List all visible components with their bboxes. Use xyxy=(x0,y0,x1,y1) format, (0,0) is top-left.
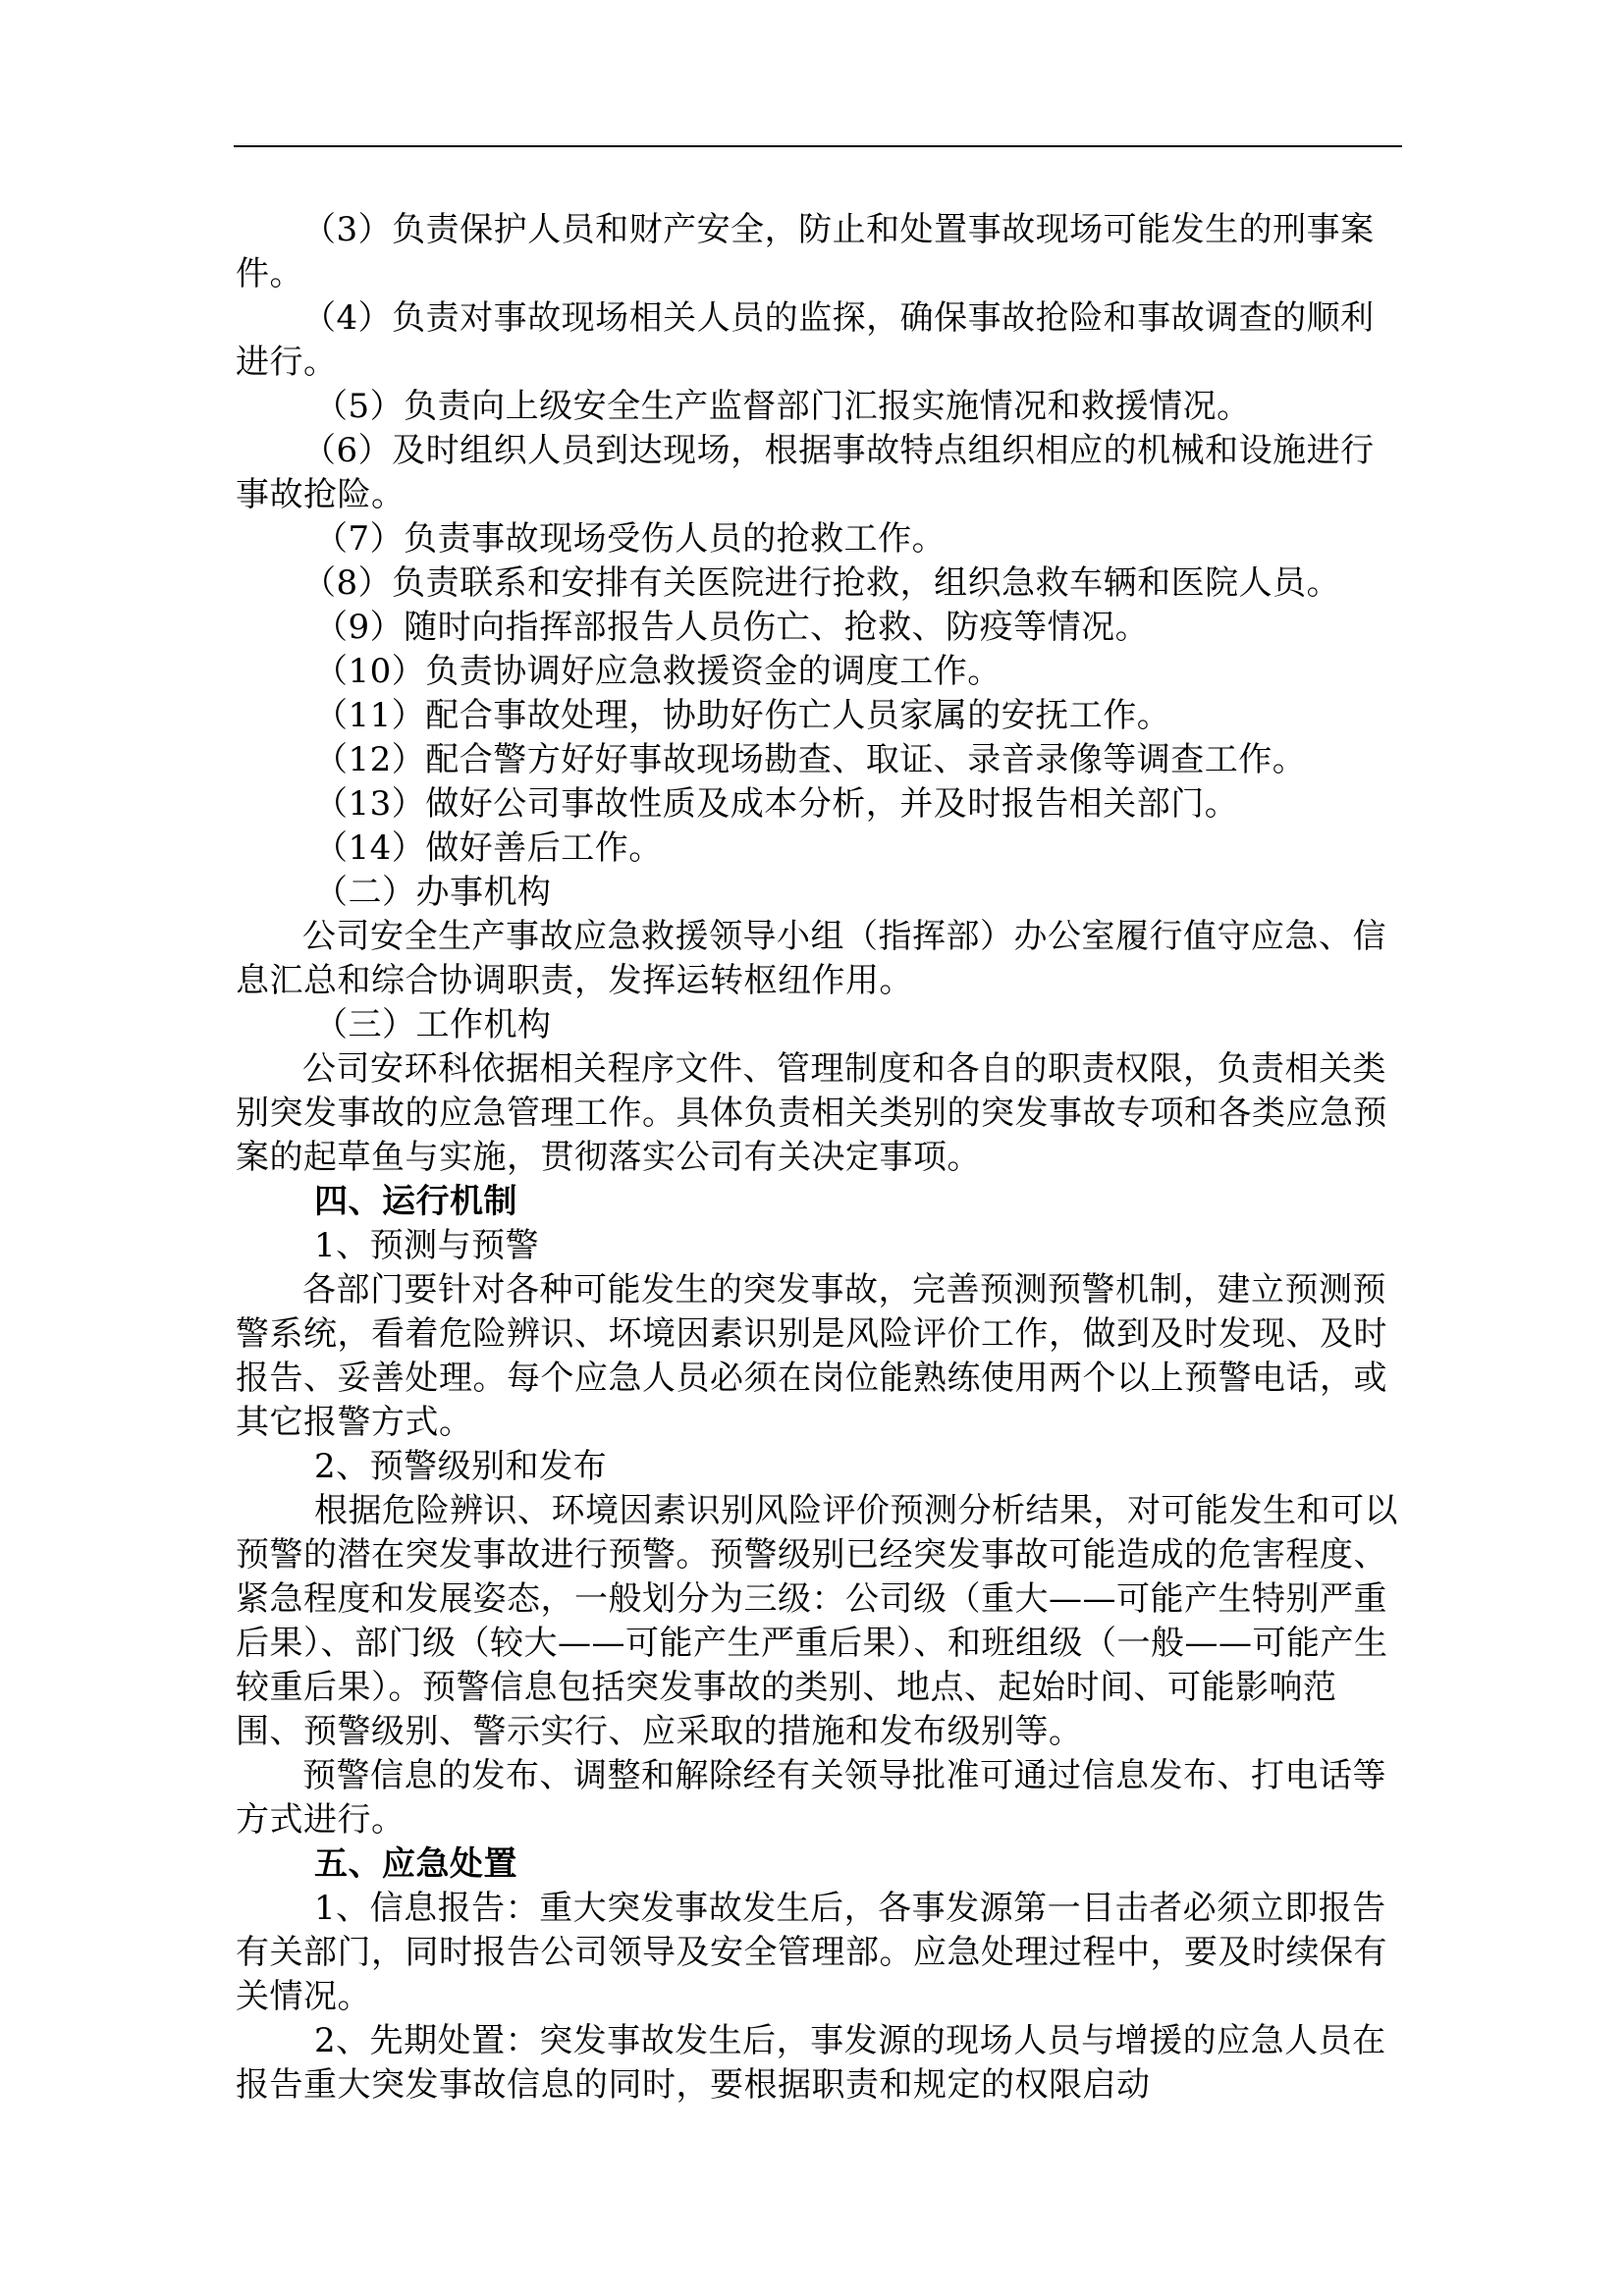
paragraph-item-11: （11）配合事故处理，协助好伤亡人员家属的安抚工作。 xyxy=(314,696,1171,735)
paragraph-item-14: （14）做好善后工作。 xyxy=(314,828,663,868)
paragraph-warning-release: 预警信息的发布、调整和解除经有关领导批准可通过信息发布、打电话等方式进行。 xyxy=(236,1756,1386,1840)
section-heading-operation: 四、运行机制 xyxy=(314,1182,517,1221)
paragraph-work-org-body: 公司安环科依据相关程序文件、管理制度和各自的职责权限，负责相关类别突发事故的应急管理工作。具体负责相关类别的突发事故专项和各类应急预案的起草鱼与实施，贯彻落实公司有关决定事项。 xyxy=(236,1049,1387,1177)
paragraph-item-12: （12）配合警方好好事故现场勘查、取证、录音录像等调查工作。 xyxy=(314,740,1307,779)
paragraph-item-8: （8）负责联系和安排有关医院进行抢救，组织急救车辆和医院人员。 xyxy=(302,563,1341,603)
paragraph-info-report: 1、信息报告：重大突发事故发生后，各事发源第一目击者必须立即报告有关部门，同时报告公司领导及安全管理部。应急处理过程中，要及时续保有关情况。 xyxy=(236,1889,1387,2016)
paragraph-item-9: （9）随时向指挥部报告人员伤亡、抢救、防疫等情况。 xyxy=(314,608,1150,647)
subheading-office: （二）办事机构 xyxy=(314,873,552,912)
subheading-work-org: （三）工作机构 xyxy=(314,1005,552,1044)
subheading-forecast: 1、预测与预警 xyxy=(314,1226,540,1265)
paragraph-item-5: （5）负责向上级安全生产监督部门汇报实施情况和救援情况。 xyxy=(314,387,1251,426)
paragraph-forecast-body: 各部门要针对各种可能发生的突发事故，完善预测预警机制，建立预测预警系统，看着危险辨识、坏境因素识别是风险评价工作，做到及时发现、及时报告、妥善处理。每个应急人员必须在岗位能熟练使用两个以上预警电话，或其它报警方式。 xyxy=(236,1270,1387,1442)
paragraph-item-10: （10）负责协调好应急救援资金的调度工作。 xyxy=(314,652,1001,691)
section-heading-emergency: 五、应急处置 xyxy=(314,1844,517,1884)
paragraph-item-6: （6）及时组织人员到达现场，根据事故特点组织相应的机械和设施进行事故抢险。 xyxy=(236,431,1375,514)
paragraph-item-3: （3）负责保护人员和财产安全，防止和处置事故现场可能发生的刑事案件。 xyxy=(236,210,1375,294)
paragraph-item-13: （13）做好公司事故性质及成本分析，并及时报告相关部门。 xyxy=(314,784,1239,824)
paragraph-warning-level-body: 根据危险辨识、环境因素识别风险评价预测分析结果，对可能发生和可以预警的潜在突发事故进行预警。预警级别已经突发事故可能造成的危害程度、紧急程度和发展姿态，一般划分为三级：公司级（重大——可能产生特别严重后果）、部门级（较大——可能产生严重后果）、和班组级（一般——可能产生较重后果）。预警信息包括突发事故的类别、地点、起始时间、可能影响范围、预警级别、警示实行、应采取的措施和发布级别等。 xyxy=(236,1491,1398,1751)
paragraph-office-body: 公司安全生产事故应急救援领导小组（指挥部）办公室履行值守应急、信息汇总和综合协调职责，发挥运转枢纽作用。 xyxy=(236,917,1386,1000)
subheading-warning-level: 2、预警级别和发布 xyxy=(314,1447,608,1486)
header-rule xyxy=(234,145,1402,147)
document-body xyxy=(236,208,1404,2108)
paragraph-initial-response: 2、先期处置：突发事故发生后，事发源的现场人员与增援的应急人员在报告重大突发事故信息的同时，要根据职责和规定的权限启动 xyxy=(236,2021,1386,2105)
paragraph-item-7: （7）负责事故现场受伤人员的抢救工作。 xyxy=(314,519,947,559)
paragraph-item-4: （4）负责对事故现场相关人员的监探，确保事故抢险和事故调查的顺利进行。 xyxy=(236,298,1375,382)
